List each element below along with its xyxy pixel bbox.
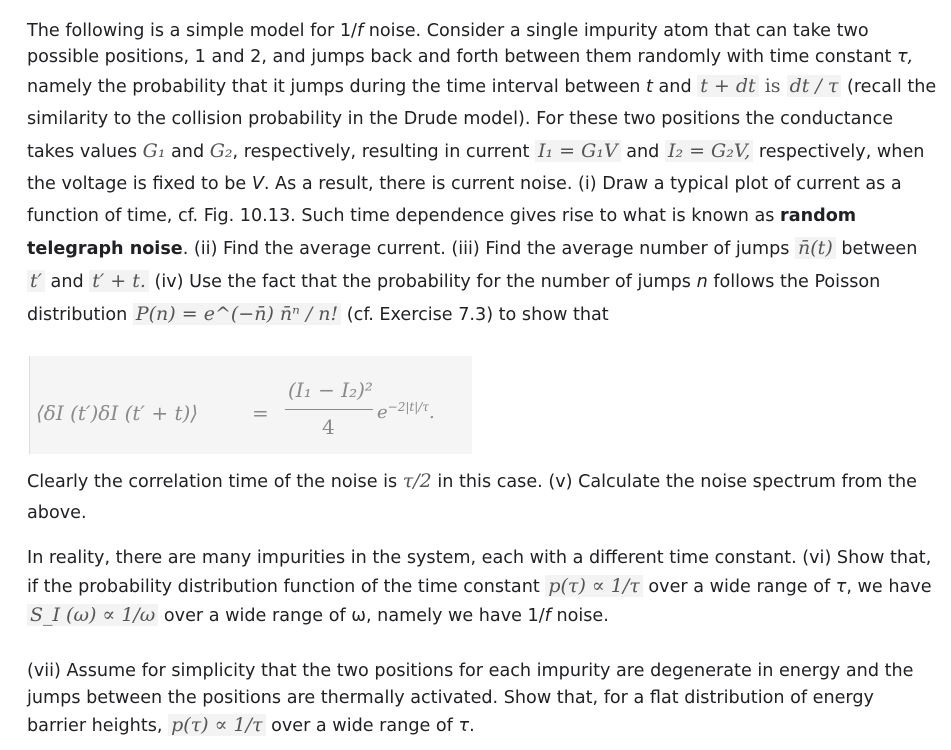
math-tau-half: τ/2 xyxy=(402,470,432,492)
equation-lhs: ⟨δI (t′)δI (t′ + t)⟩ xyxy=(36,401,199,425)
text-span: (recall the similarity to the collision probability in the Drude model). For these two positions the conductance takes values xyxy=(27,77,937,162)
math-t-plus-dt: t + dt xyxy=(697,75,758,97)
math-nbar: n̄(t) xyxy=(795,237,836,259)
math-tau: τ xyxy=(458,716,470,736)
text-span: respectively, when the voltage is fixed to be xyxy=(27,142,925,194)
text-span: follows the Poisson distribution xyxy=(27,272,881,325)
equation-exp-base: e xyxy=(377,402,388,423)
paragraph-intro-line3 xyxy=(27,70,937,331)
text-span: (vii) Assume for simplicity that the two positions for each impurity are degenerate in energy and the jumps between the positions are thermally activated. Show that, for a flat distribution of energy barrier heights, xyxy=(27,661,914,736)
math-t-prime: t′ xyxy=(27,270,45,292)
correlation-equation xyxy=(29,356,472,454)
equation-equals: = xyxy=(252,401,269,425)
math-p-tau: p(τ) ∝ 1/τ xyxy=(545,575,642,597)
equation-fraction-bar xyxy=(285,409,373,410)
text-span: over a wide range of xyxy=(265,716,459,736)
text-span: (cf. Exercise 7.3) to show that xyxy=(341,305,609,325)
text-span: (iv) Use the fact that the probability for the number of jumps xyxy=(148,272,697,292)
text-span: noise. xyxy=(550,606,609,626)
math-t: t xyxy=(646,77,653,97)
text-is: is xyxy=(758,75,787,97)
math-i1: I₁ = G₁V xyxy=(535,140,621,162)
math-f: f xyxy=(544,606,551,626)
text-span: . xyxy=(469,716,475,736)
math-n: n xyxy=(696,272,708,292)
text-span: . (ii) Find the average current. (iii) Find the average number of jumps xyxy=(182,239,796,259)
math-tau: τ xyxy=(835,577,847,597)
text-span: The following is a simple model for 1/ xyxy=(27,21,357,41)
term-random-telegraph-noise: random telegraph noise xyxy=(27,206,857,259)
math-dt-over-tau: dt / τ xyxy=(787,75,842,97)
equation-exponential xyxy=(377,400,435,423)
equation-exponent: −2|t|/τ xyxy=(387,400,429,414)
text-span: and xyxy=(620,142,665,162)
math-poisson: P(n) = e^(−n̄) n̄ⁿ / n! xyxy=(133,303,341,325)
math-g1: G₁ xyxy=(142,140,166,162)
text-span: over a wide range of xyxy=(642,577,836,597)
math-f: f xyxy=(356,21,364,41)
text-span: . As a result, there is current noise. (i) Draw a typical plot of current as a function of time, cf. Fig. 10.13. Such time dependence gives rise to what is known as xyxy=(27,174,902,226)
text-span: and xyxy=(652,77,698,97)
math-v: V xyxy=(251,174,264,194)
math-i2: I₂ = G₂V, xyxy=(665,140,753,162)
text-span: over a wide range of ω, namely we have 1/ xyxy=(158,606,545,626)
text-span: namely the probability that it jumps during the time interval between xyxy=(27,77,647,97)
math-g2: G₂ xyxy=(209,140,233,162)
math-t-prime-plus-t: t′ + t. xyxy=(89,270,149,292)
paragraph-intro xyxy=(27,18,937,70)
equation-denominator: 4 xyxy=(322,415,335,439)
paragraph-correlation-time xyxy=(27,466,937,529)
text-span: between xyxy=(835,239,918,259)
text-span: in this case. (v) Calculate the noise spectrum from the above. xyxy=(27,472,917,523)
text-span: and xyxy=(44,272,90,292)
text-span: In reality, there are many impurities in the system, each with a different time constant. (vi) Show that, if the probability distribution function of the time constant xyxy=(27,548,932,597)
text-span: noise. Consider a single impurity atom that can take two possible positions, 1 and 2, and jumps back and forth between them randomly with time constant xyxy=(27,21,897,67)
equation-period: . xyxy=(428,402,435,423)
math-s-omega: S_I (ω) ∝ 1/ω xyxy=(27,604,158,626)
text-span: , respectively, resulting in current xyxy=(232,142,535,162)
text-span: , we have xyxy=(846,577,932,597)
paragraph-many-impurities xyxy=(27,544,937,630)
text-span: and xyxy=(165,142,210,162)
math-tau: τ, xyxy=(897,47,914,67)
text-span: Clearly the correlation time of the noise is xyxy=(27,472,403,492)
equation-numerator: (I₁ − I₂)² xyxy=(288,378,373,402)
math-p-tau: p(τ) ∝ 1/τ xyxy=(168,714,265,736)
paragraph-thermal-activation xyxy=(27,658,937,740)
